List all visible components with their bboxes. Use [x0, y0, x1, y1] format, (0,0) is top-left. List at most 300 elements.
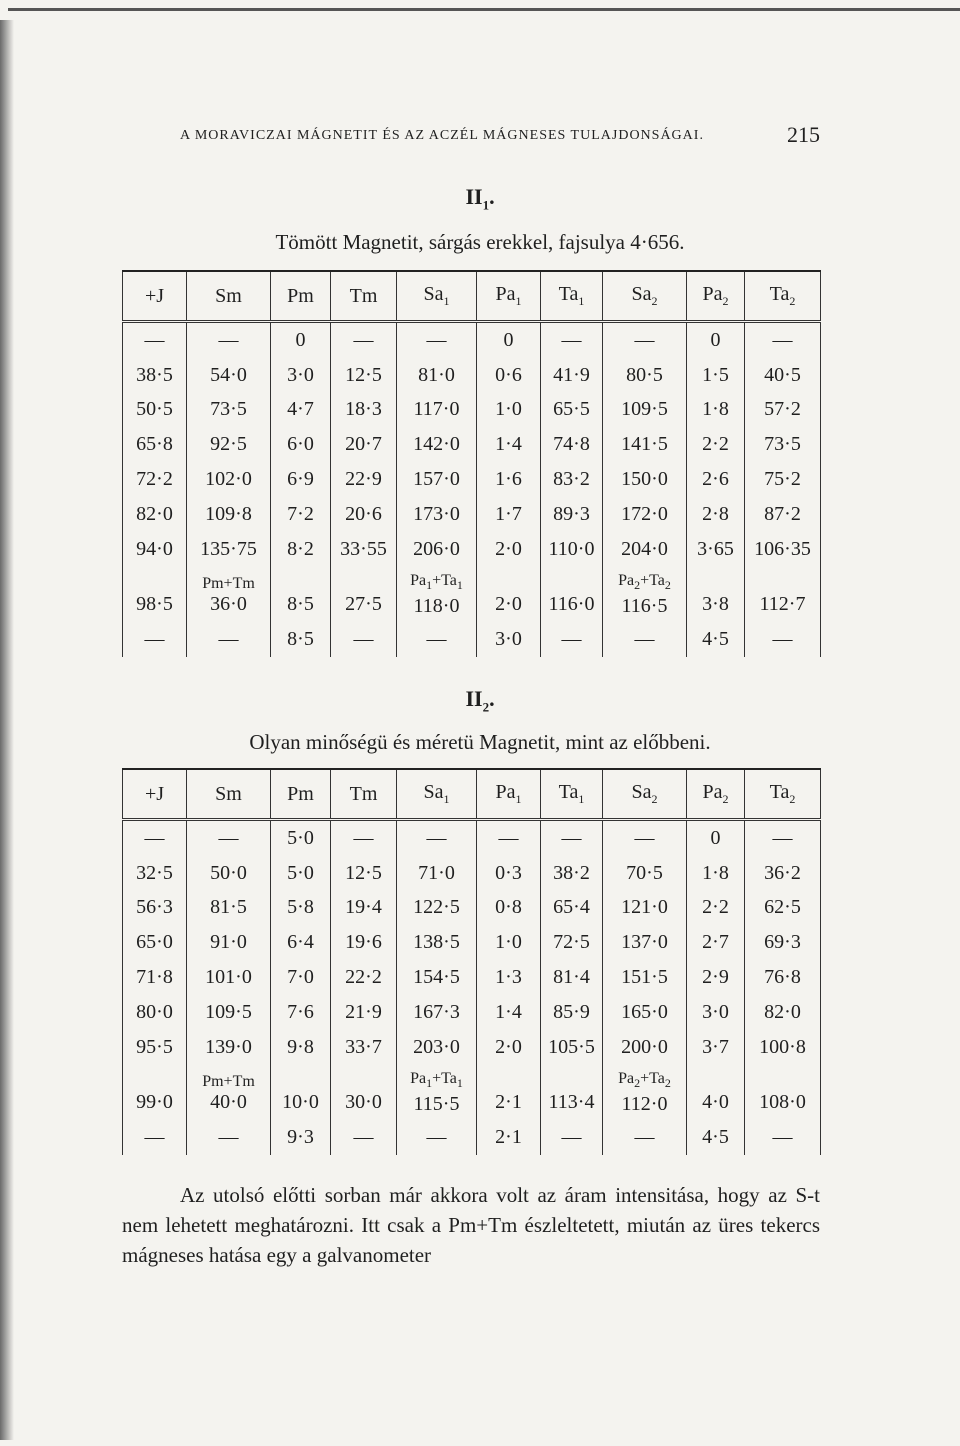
table-cell: —: [477, 820, 541, 856]
table-cell: 172·0: [603, 497, 687, 532]
combined-cell-value: 10·0: [282, 1090, 319, 1113]
table-cell: 204·0: [603, 532, 687, 567]
section-2-caption: Olyan minőségü és méretü Magnetit, mint az előbbeni.: [249, 730, 711, 754]
table-row: [123, 820, 821, 856]
table-cell: 0·3: [477, 856, 541, 891]
section-1-heading-sub: 1: [482, 197, 490, 213]
combined-cell-value: 2·0: [495, 592, 522, 615]
table-cell: 91·0: [187, 925, 271, 960]
table-cell: [541, 1065, 603, 1121]
table-cell: —: [123, 322, 187, 358]
combined-label-mid: +Ta: [432, 1070, 457, 1088]
table-cell: 109·8: [187, 497, 271, 532]
combined-label-mid: +Ta: [640, 1070, 665, 1088]
table-cell: 89·3: [541, 497, 603, 532]
table-cell: [687, 567, 745, 623]
table-cell: [331, 1065, 397, 1121]
table-cell: 18·3: [331, 393, 397, 428]
table-cell: 5·8: [271, 891, 331, 926]
table-cell: 81·0: [397, 358, 477, 393]
table-cell: 1·0: [477, 925, 541, 960]
combined-label-subscript: 1: [426, 578, 433, 593]
table-1-body: [123, 322, 821, 658]
column-header-subscript: 1: [578, 294, 585, 308]
column-header-label: Ta: [558, 781, 579, 803]
table-cell: [745, 1065, 821, 1121]
table-cell: 20·7: [331, 427, 397, 462]
table-1-header-row: [123, 271, 821, 322]
table-2-header-row: [123, 769, 821, 820]
column-header: [745, 271, 821, 322]
table-cell: 109·5: [187, 995, 271, 1030]
table-cell: 7·6: [271, 995, 331, 1030]
table-cell: [477, 1065, 541, 1121]
table-cell: 0: [687, 820, 745, 856]
table-cell: 3·0: [477, 623, 541, 658]
table-cell: 62·5: [745, 891, 821, 926]
table-cell: —: [745, 322, 821, 358]
column-header: [477, 271, 541, 322]
table-cell: 0: [687, 322, 745, 358]
body-paragraph: [122, 1180, 820, 1270]
table-cell: —: [187, 623, 271, 658]
column-header-label: Ta: [769, 781, 790, 803]
table-row: [123, 1030, 821, 1065]
table-cell: 3·7: [687, 1030, 745, 1065]
table-cell: 141·5: [603, 427, 687, 462]
column-header-label: +J: [144, 782, 165, 805]
table-cell: —: [603, 820, 687, 856]
column-header: [745, 769, 821, 820]
table-cell: 56·3: [123, 891, 187, 926]
table-cell: 2·9: [687, 960, 745, 995]
combined-label-subscript: 1: [426, 1076, 433, 1091]
table-cell: 71·0: [397, 856, 477, 891]
column-header-subscript: 1: [515, 792, 522, 806]
table-cell: 2·6: [687, 462, 745, 497]
table-cell: [123, 1065, 187, 1121]
table-cell: 73·5: [187, 393, 271, 428]
column-header: [541, 271, 603, 322]
table-cell: 4·7: [271, 393, 331, 428]
table-cell: —: [745, 820, 821, 856]
column-header-label: Pm: [287, 284, 314, 307]
table-cell: —: [745, 623, 821, 658]
table-row: [123, 891, 821, 926]
table-cell: 76·8: [745, 960, 821, 995]
table-cell: 3·65: [687, 532, 745, 567]
combined-cell-value: 115·5: [413, 1092, 460, 1115]
combined-table-row: [123, 1065, 821, 1121]
table-cell: —: [541, 820, 603, 856]
combined-label-subscript: 2: [664, 578, 671, 593]
table-cell: 135·75: [187, 532, 271, 567]
table-cell: 2·7: [687, 925, 745, 960]
table-cell: —: [123, 623, 187, 658]
table-cell: 1·7: [477, 497, 541, 532]
table-cell: 2·2: [687, 891, 745, 926]
table-cell: 36·2: [745, 856, 821, 891]
table-cell: —: [541, 1121, 603, 1156]
table-cell: 65·8: [123, 427, 187, 462]
table-cell: [603, 1065, 687, 1121]
combined-cell-value: 8·5: [287, 592, 314, 615]
column-header-label: Sa: [423, 283, 444, 305]
table-cell: 21·9: [331, 995, 397, 1030]
table-cell: 83·2: [541, 462, 603, 497]
table-cell: —: [123, 820, 187, 856]
table-row: [123, 358, 821, 393]
column-header-subscript: 1: [443, 792, 450, 806]
table-cell: 6·0: [271, 427, 331, 462]
combined-cell-value: 118·0: [413, 594, 460, 617]
table-cell: 1·3: [477, 960, 541, 995]
table-row: [123, 960, 821, 995]
table-cell: 8·5: [271, 623, 331, 658]
column-header-label: Pa: [702, 781, 723, 803]
table-cell: 2·0: [477, 532, 541, 567]
table-cell: —: [541, 322, 603, 358]
combined-cell-value: 36·0: [210, 592, 247, 615]
table-cell: —: [331, 322, 397, 358]
table-cell: 100·8: [745, 1030, 821, 1065]
table-row: [123, 856, 821, 891]
table-2: [122, 768, 821, 1155]
table-cell: 0·6: [477, 358, 541, 393]
table-cell: 40·5: [745, 358, 821, 393]
table-cell: 1·5: [687, 358, 745, 393]
table-cell: 82·0: [123, 497, 187, 532]
section-2-heading-text: II: [465, 686, 483, 711]
table-cell: 94·0: [123, 532, 187, 567]
table-cell: 3·0: [271, 358, 331, 393]
table-cell: [541, 567, 603, 623]
table-cell: —: [397, 820, 477, 856]
table-cell: —: [331, 820, 397, 856]
table-cell: 20·6: [331, 497, 397, 532]
column-header-label: Pm: [287, 782, 314, 805]
table-1: [122, 270, 821, 657]
column-header: [123, 271, 187, 322]
column-header-label: Tm: [349, 284, 378, 307]
column-header: [187, 769, 271, 820]
table-cell: 72·5: [541, 925, 603, 960]
table-cell: 110·0: [541, 532, 603, 567]
table-cell: 12·5: [331, 358, 397, 393]
table-cell: 12·5: [331, 856, 397, 891]
table-2-body: [123, 820, 821, 1156]
table-cell: 1·4: [477, 427, 541, 462]
column-header-label: +J: [144, 284, 165, 307]
table-cell: [187, 567, 271, 623]
table-cell: 22·2: [331, 960, 397, 995]
table-cell: 4·5: [687, 1121, 745, 1156]
column-header: [331, 271, 397, 322]
table-cell: 82·0: [745, 995, 821, 1030]
table-cell: 65·4: [541, 891, 603, 926]
table-cell: 75·2: [745, 462, 821, 497]
table-cell: 95·5: [123, 1030, 187, 1065]
table-cell: —: [603, 322, 687, 358]
column-header-label: Sm: [215, 782, 242, 805]
combined-label-pa2-ta2: [603, 572, 686, 594]
table-cell: 101·0: [187, 960, 271, 995]
column-header-label: Tm: [349, 782, 378, 805]
table-cell: 57·2: [745, 393, 821, 428]
table-cell: 203·0: [397, 1030, 477, 1065]
combined-cell-value: 30·0: [345, 1090, 382, 1113]
table-cell: 71·8: [123, 960, 187, 995]
table-cell: 1·4: [477, 995, 541, 1030]
section-1-caption: Tömött Magnetit, sárgás erekkel, fajsulya 4·656.: [275, 230, 685, 254]
column-header-label: Pa: [495, 781, 516, 803]
column-header-subscript: 2: [789, 792, 796, 806]
table-cell: 0·8: [477, 891, 541, 926]
column-header-label: Sm: [215, 284, 242, 307]
table-row: [123, 497, 821, 532]
table-cell: 1·8: [687, 393, 745, 428]
combined-cell-value: 116·5: [621, 594, 668, 617]
table-row: [123, 427, 821, 462]
column-header-label: Ta: [558, 283, 579, 305]
table-cell: 22·9: [331, 462, 397, 497]
combined-cell-value: 99·0: [136, 1090, 173, 1113]
table-cell: 150·0: [603, 462, 687, 497]
table-cell: 5·0: [271, 820, 331, 856]
table-cell: 80·0: [123, 995, 187, 1030]
table-row: [123, 995, 821, 1030]
table-cell: 121·0: [603, 891, 687, 926]
table-cell: 4·5: [687, 623, 745, 658]
section-2-heading-sub: 2: [482, 699, 490, 715]
column-header: [271, 769, 331, 820]
table-cell: 69·3: [745, 925, 821, 960]
column-header-label: Sa: [423, 781, 444, 803]
combined-label-base: Pa: [618, 572, 635, 590]
combined-label-base: Pa: [410, 572, 427, 590]
table-cell: 7·2: [271, 497, 331, 532]
combined-label-pa2-ta2: [603, 1070, 686, 1092]
table-cell: [123, 567, 187, 623]
table-row-last: [123, 1121, 821, 1156]
combined-cell-value: 2·1: [495, 1090, 522, 1113]
column-header: [271, 271, 331, 322]
column-header-label: Ta: [769, 283, 790, 305]
combined-table-row: [123, 567, 821, 623]
table-cell: —: [331, 623, 397, 658]
column-header-label: Sa: [631, 781, 652, 803]
table-cell: 33·7: [331, 1030, 397, 1065]
column-header: [397, 769, 477, 820]
column-header: [331, 769, 397, 820]
column-header-subscript: 1: [578, 792, 585, 806]
table-row-last: [123, 623, 821, 658]
table-cell: 3·0: [687, 995, 745, 1030]
column-header-subscript: 1: [443, 294, 450, 308]
combined-label-subscript: 2: [634, 1076, 641, 1091]
table-cell: 142·0: [397, 427, 477, 462]
table-cell: 19·6: [331, 925, 397, 960]
table-cell: 6·9: [271, 462, 331, 497]
table-cell: —: [187, 1121, 271, 1156]
section-1-heading: $II_1$.: [465, 184, 495, 213]
table-cell: [331, 567, 397, 623]
table-cell: —: [331, 1121, 397, 1156]
table-cell: 0: [271, 322, 331, 358]
table-cell: [187, 1065, 271, 1121]
table-cell: 137·0: [603, 925, 687, 960]
table-cell: 102·0: [187, 462, 271, 497]
column-header: [687, 769, 745, 820]
table-cell: —: [603, 623, 687, 658]
table-cell: 2·8: [687, 497, 745, 532]
table-cell: 2·2: [687, 427, 745, 462]
table-cell: 65·5: [541, 393, 603, 428]
column-header-subscript: 1: [515, 294, 522, 308]
table-cell: 1·6: [477, 462, 541, 497]
combined-cell-value: 113·4: [548, 1090, 595, 1113]
table-cell: —: [603, 1121, 687, 1156]
table-cell: —: [187, 322, 271, 358]
table-cell: 1·0: [477, 393, 541, 428]
table-row: [123, 532, 821, 567]
column-header-label: Pa: [495, 283, 516, 305]
table-cell: 6·4: [271, 925, 331, 960]
table-cell: 2·0: [477, 1030, 541, 1065]
table-cell: —: [541, 623, 603, 658]
table-cell: 165·0: [603, 995, 687, 1030]
table-cell: [397, 1065, 477, 1121]
table-cell: 85·9: [541, 995, 603, 1030]
combined-label-subscript: 2: [664, 1076, 671, 1091]
column-header: [397, 271, 477, 322]
scan-edge-line: [8, 8, 960, 11]
table-cell: 72·2: [123, 462, 187, 497]
table-cell: 1·8: [687, 856, 745, 891]
combined-cell-value: 112·0: [621, 1092, 668, 1115]
table-cell: 139·0: [187, 1030, 271, 1065]
combined-label-base: Pa: [618, 1070, 635, 1088]
combined-label-pa1-ta1: [397, 1070, 476, 1092]
column-header-subscript: 2: [651, 792, 658, 806]
running-head-title: A MORAVICZAI MÁGNETIT ÉS AZ ACZÉL MÁGNESES TULAJDONSÁGAI.: [180, 128, 704, 143]
combined-label-subscript: 2: [634, 578, 641, 593]
table-cell: 19·4: [331, 891, 397, 926]
combined-label-pm-tm: Pm+Tm: [202, 1072, 255, 1090]
combined-label-pm-tm: Pm+Tm: [202, 574, 255, 592]
column-header: [477, 769, 541, 820]
table-cell: 54·0: [187, 358, 271, 393]
column-header-subscript: 2: [651, 294, 658, 308]
combined-label-mid: +Ta: [640, 572, 665, 590]
table-cell: 200·0: [603, 1030, 687, 1065]
table-cell: 106·35: [745, 532, 821, 567]
table-cell: 122·5: [397, 891, 477, 926]
table-cell: 105·5: [541, 1030, 603, 1065]
table-cell: 5·0: [271, 856, 331, 891]
table-cell: 38·2: [541, 856, 603, 891]
table-cell: 81·5: [187, 891, 271, 926]
table-cell: 92·5: [187, 427, 271, 462]
column-header-subscript: 2: [722, 294, 729, 308]
table-cell: 70·5: [603, 856, 687, 891]
column-header: [123, 769, 187, 820]
table-cell: —: [397, 623, 477, 658]
table-cell: 74·8: [541, 427, 603, 462]
table-cell: [397, 567, 477, 623]
column-header: [603, 271, 687, 322]
table-cell: 80·5: [603, 358, 687, 393]
paragraph-text: Az utolsó előtti sorban már akkora volt az áram intensitása, hogy az S-t nem lehetett meghatározni. Itt csak a Pm+Tm észleltetett, miután az üres tekercs mágneses hatása egy a galvanometer: [122, 1183, 820, 1267]
column-header: [541, 769, 603, 820]
combined-cell-value: 98·5: [136, 592, 173, 615]
column-header-subscript: 2: [722, 792, 729, 806]
combined-label-subscript: 1: [456, 578, 463, 593]
table-cell: 109·5: [603, 393, 687, 428]
column-header: [187, 271, 271, 322]
combined-cell-value: 4·0: [702, 1090, 729, 1113]
table-cell: —: [187, 820, 271, 856]
column-header: [687, 271, 745, 322]
combined-label-subscript: 1: [456, 1076, 463, 1091]
table-cell: 9·8: [271, 1030, 331, 1065]
table-cell: 9·3: [271, 1121, 331, 1156]
table-cell: [271, 567, 331, 623]
table-cell: 7·0: [271, 960, 331, 995]
table-cell: [603, 567, 687, 623]
table-cell: 32·5: [123, 856, 187, 891]
table-cell: —: [397, 322, 477, 358]
column-header-label: Pa: [702, 283, 723, 305]
combined-label-pa1-ta1: [397, 572, 476, 594]
table-cell: 65·0: [123, 925, 187, 960]
column-header-subscript: 2: [789, 294, 796, 308]
section-2-heading: $II_2$.: [465, 686, 495, 715]
combined-cell-value: 116·0: [548, 592, 595, 615]
column-header-label: Sa: [631, 283, 652, 305]
table-cell: 206·0: [397, 532, 477, 567]
combined-cell-value: 27·5: [345, 592, 382, 615]
table-cell: [271, 1065, 331, 1121]
table-cell: 151·5: [603, 960, 687, 995]
table-cell: 87·2: [745, 497, 821, 532]
table-cell: 167·3: [397, 995, 477, 1030]
table-cell: 50·0: [187, 856, 271, 891]
table-cell: [687, 1065, 745, 1121]
table-cell: 73·5: [745, 427, 821, 462]
table-cell: 38·5: [123, 358, 187, 393]
section-1-heading-text: II: [465, 184, 483, 209]
combined-cell-value: 3·8: [702, 592, 729, 615]
table-cell: —: [397, 1121, 477, 1156]
table-cell: 173·0: [397, 497, 477, 532]
table-cell: 154·5: [397, 960, 477, 995]
table-cell: [477, 567, 541, 623]
table-cell: 41·9: [541, 358, 603, 393]
running-head: [180, 122, 820, 147]
table-cell: —: [745, 1121, 821, 1156]
table-cell: 157·0: [397, 462, 477, 497]
table-cell: 2·1: [477, 1121, 541, 1156]
table-cell: 81·4: [541, 960, 603, 995]
table-cell: —: [123, 1121, 187, 1156]
table-cell: 33·55: [331, 532, 397, 567]
table-cell: 0: [477, 322, 541, 358]
table-cell: [745, 567, 821, 623]
table-cell: 117·0: [397, 393, 477, 428]
table-cell: 50·5: [123, 393, 187, 428]
table-cell: 138·5: [397, 925, 477, 960]
